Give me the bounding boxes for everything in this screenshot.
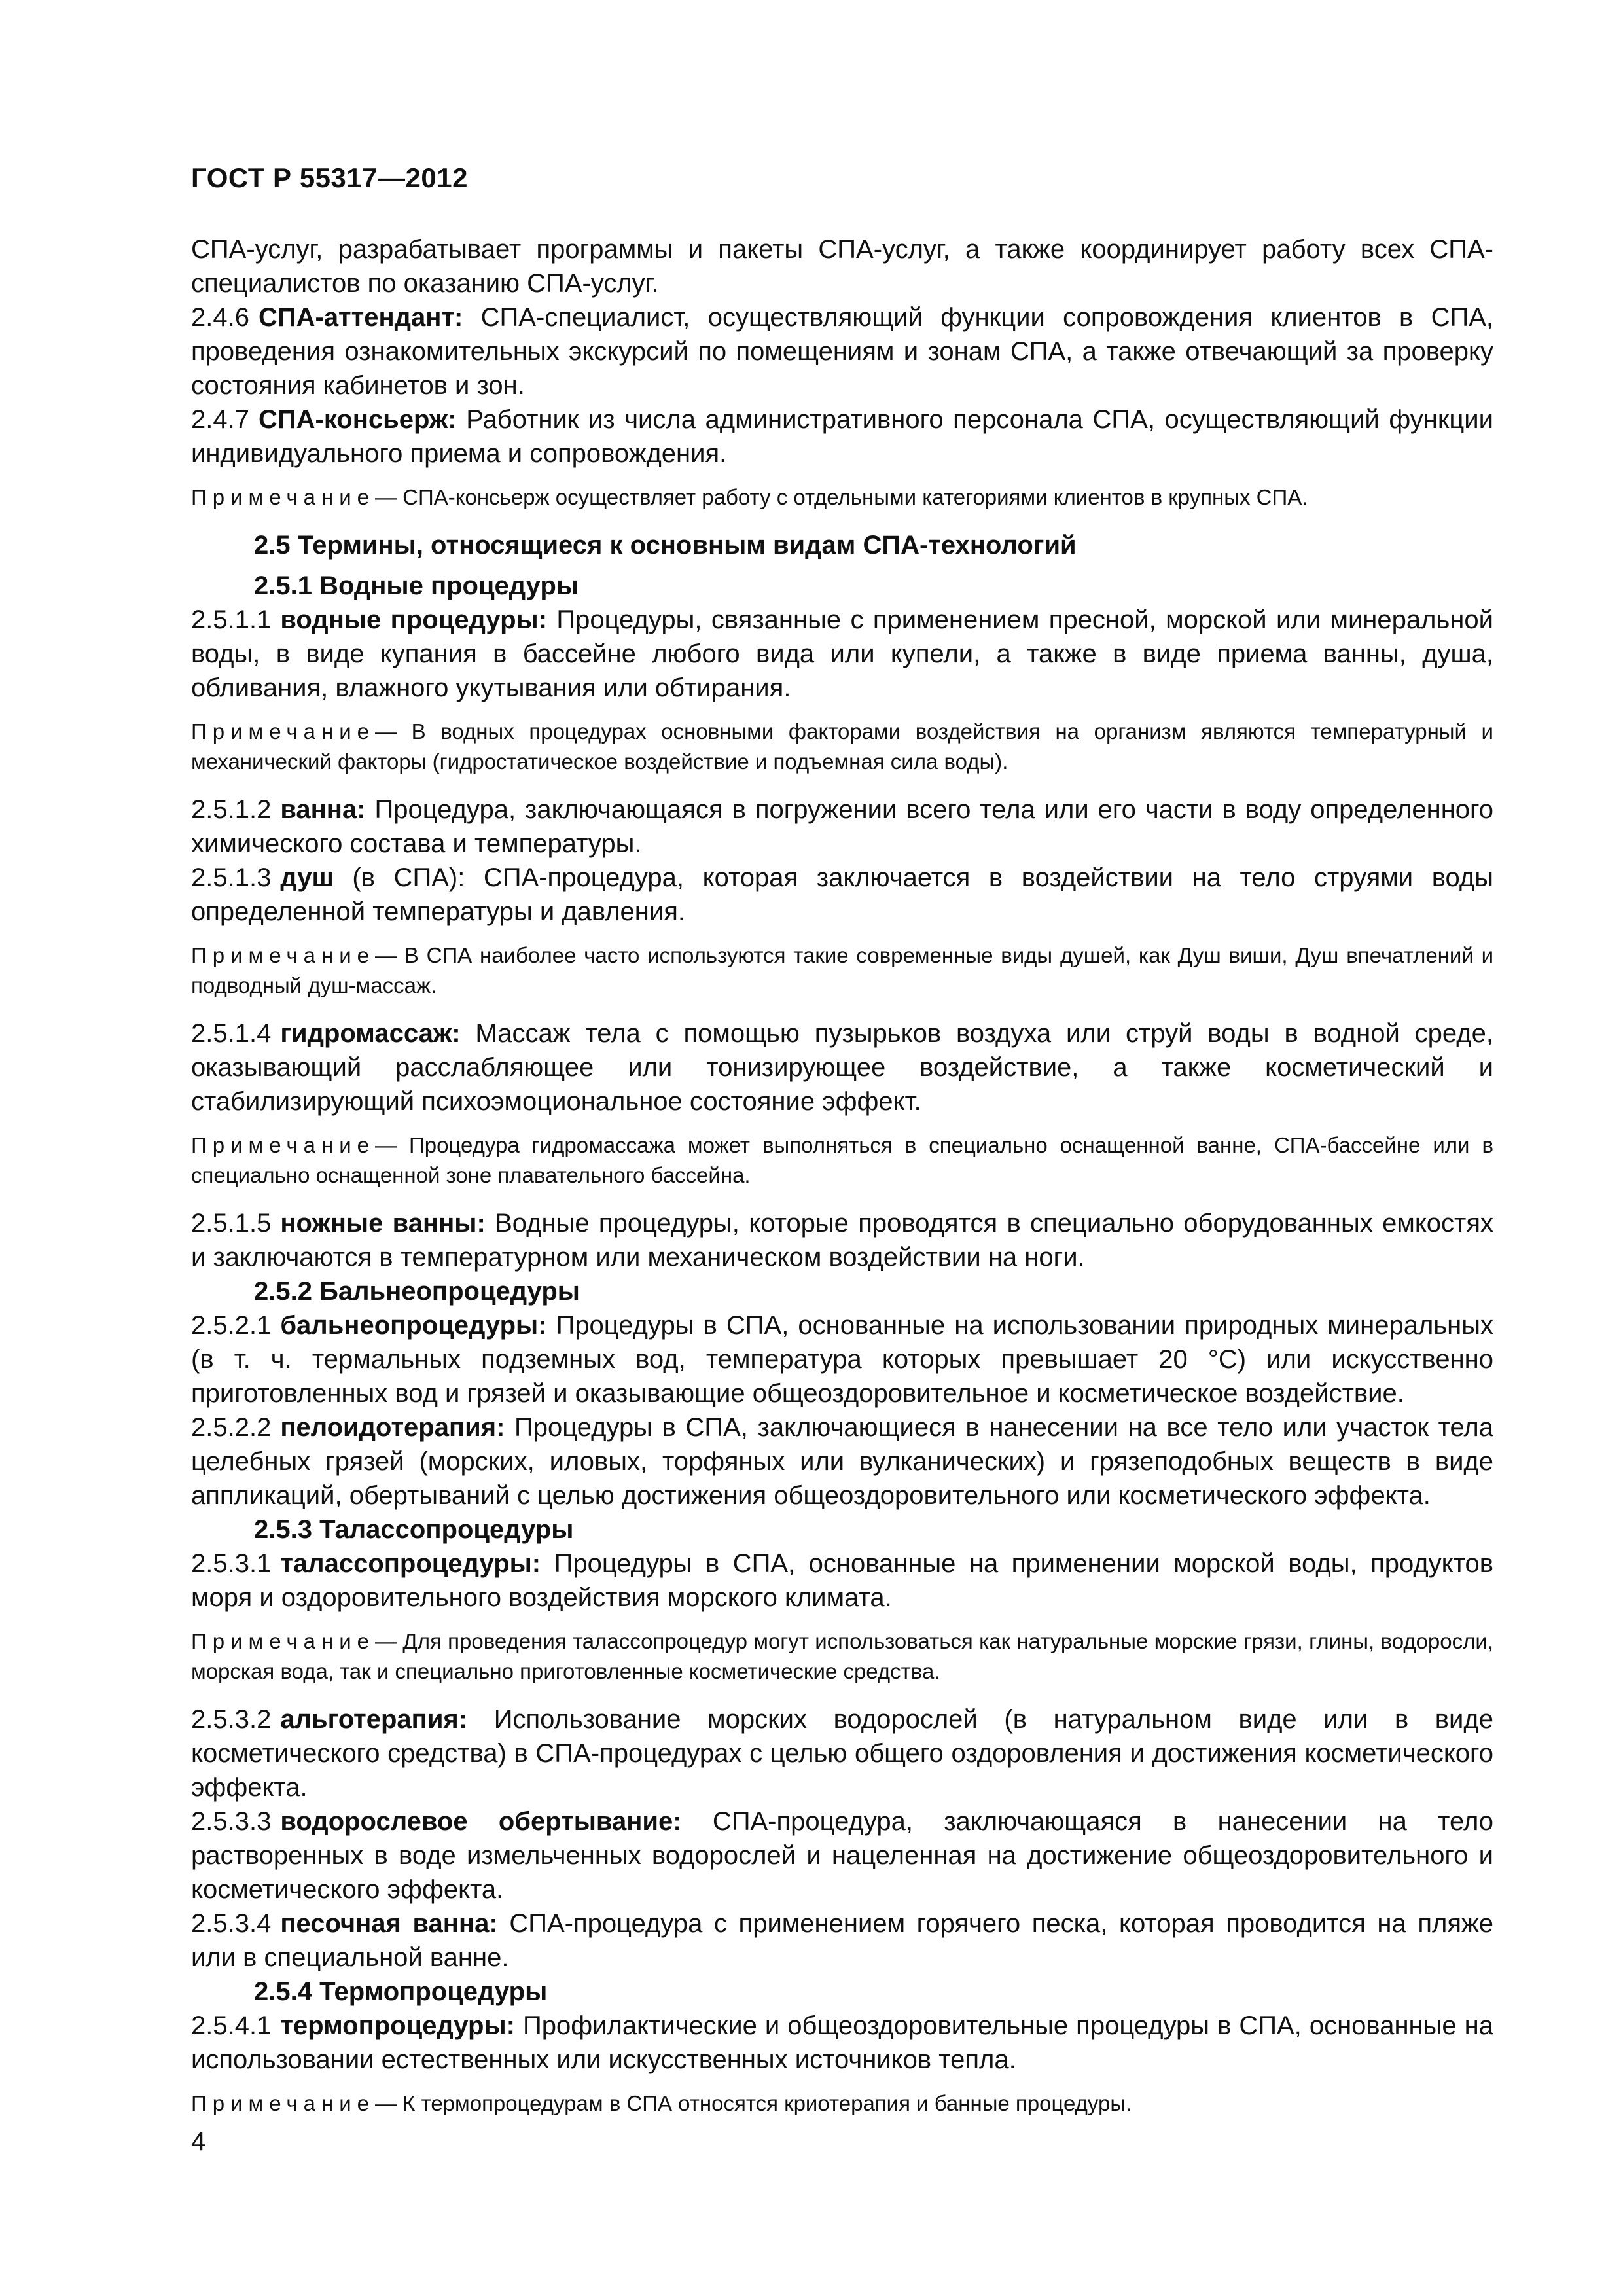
note-text: — Процедура гидромассажа может выполняться в специально оснащенной ванне, СПА-бассейне или в специально оснащенной зоне плавательного бассейна. — [191, 1133, 1493, 1187]
note-6 — [191, 2089, 1493, 2119]
paragraph-2-5-1-5 — [191, 1206, 1493, 1274]
paragraph-2-5-4-1 — [191, 2009, 1493, 2077]
note-label: Примечание — [191, 719, 376, 744]
term: бальнеопроцедуры: — [280, 1311, 547, 1340]
section-heading-2-5-1: 2.5.1 Водные процедуры — [254, 571, 579, 600]
note-label: Примечание — [191, 2091, 376, 2115]
clause-number: 2.5.3.2 — [191, 1705, 272, 1734]
paragraph-2-5-1-2 — [191, 793, 1493, 861]
section-heading-2-5-4: 2.5.4 Термопроцедуры — [254, 1977, 548, 2006]
paragraph-intro: СПА-услуг, разрабатывает программы и пакеты СПА-услуг, а также координирует работу всех СПА-специалистов по оказанию СПА-услуг. — [191, 235, 1493, 298]
clause-number: 2.5.3.3 — [191, 1807, 272, 1836]
definition: Процедуры в СПА, заключающиеся в нанесении на все тело или участок тела целебных грязей (морских, иловых, торфяных или вулканических) и грязеподобных веществ в виде аппликаций, обертываний с целью достижения общеоздоровительного или косметического эффекта. — [191, 1413, 1493, 1510]
note-text: — СПА-консьерж осуществляет работу с отдельными категориями клиентов в крупных СПА. — [375, 485, 1308, 509]
document-code: ГОСТ Р 55317—2012 — [191, 162, 468, 193]
definition: Процедуры в СПА, основанные на применении морской воды, продуктов моря и оздоровительного воздействия морского климата. — [191, 1549, 1493, 1612]
paragraph-2-5-1-4 — [191, 1016, 1493, 1119]
section-heading-2-5: 2.5 Термины, относящиеся к основным видам СПА-технологий — [254, 531, 1077, 560]
note-label: Примечание — [191, 1133, 376, 1157]
term: термопроцедуры: — [280, 2011, 515, 2040]
paragraph-2-4-6 — [191, 300, 1493, 403]
definition: Процедуры в СПА, основанные на использовании природных минеральных (в т. ч. термальных подземных вод, температура которых превышает 20 °С) или искусственно приготовленных вод и грязей и оказывающие общеоздоровительное и косметическое воздействие. — [191, 1311, 1493, 1408]
definition: Работник из числа административного персонала СПА, осуществляющий функции индивидуального приема и сопровождения. — [191, 405, 1493, 468]
term: альготерапия: — [280, 1705, 468, 1734]
term: песочная ванна: — [280, 1909, 498, 1938]
definition: СПА-специалист, осуществляющий функции сопровождения клиентов в СПА, проведения ознакомительных экскурсий по помещениям и зонам СПА, а также отвечающий за проверку состояния кабинетов и зон. — [191, 303, 1493, 400]
note-1 — [191, 482, 1493, 512]
clause-number: 2.4.6 — [191, 303, 249, 332]
note-text: — В водных процедурах основными факторами воздействия на организм являются температурный и механический факторы (гидростатическое воздействие и подъемная сила воды). — [191, 719, 1493, 774]
paragraph-2-5-2-2 — [191, 1410, 1493, 1513]
term: талассопроцедуры: — [280, 1549, 541, 1578]
term: водные процедуры: — [280, 605, 548, 634]
note-label: Примечание — [191, 485, 376, 509]
term: СПА-аттендант: — [258, 303, 463, 332]
clause-number: 2.5.3.4 — [191, 1909, 272, 1938]
paragraph-2-5-1-1 — [191, 603, 1493, 705]
page-number: 4 — [191, 2127, 206, 2156]
note-5 — [191, 1626, 1493, 1687]
definition: (в СПА): СПА-процедура, которая заключается в воздействии на тело струями воды определенной температуры и давления. — [191, 863, 1493, 926]
definition: Использование морских водорослей (в натуральном виде или в виде косметического средства) в СПА-процедурах с целью общего оздоровления и достижения косметического эффекта. — [191, 1705, 1493, 1802]
note-text: — Для проведения талассопроцедур могут использоваться как натуральные морские грязи, глины, водоросли, морская вода, так и специально приготовленные косметические средства. — [191, 1629, 1493, 1683]
term: водорослевое обертывание: — [280, 1807, 682, 1836]
clause-number: 2.5.1.3 — [191, 863, 272, 892]
paragraph-2-5-3-2 — [191, 1702, 1493, 1804]
term: ванна: — [280, 795, 366, 824]
clause-number: 2.5.4.1 — [191, 2011, 272, 2040]
paragraph-2-5-3-1 — [191, 1547, 1493, 1615]
note-4 — [191, 1130, 1493, 1191]
definition: Процедура, заключающаяся в погружении всего тела или его части в воду определенного химического состава и температуры. — [191, 795, 1493, 858]
note-text: — В СПА наиболее часто используются такие современные виды душей, как Душ виши, Душ впечатлений и подводный душ-массаж. — [191, 943, 1493, 997]
clause-number: 2.5.1.4 — [191, 1019, 272, 1048]
note-text: — К термопроцедурам в СПА относятся криотерапия и банные процедуры. — [375, 2091, 1132, 2115]
note-label: Примечание — [191, 943, 376, 967]
definition: Водные процедуры, которые проводятся в специально оборудованных емкостях и заключаются в температурном или механическом воздействии на ноги. — [191, 1209, 1493, 1272]
section-heading-2-5-3: 2.5.3 Талассопроцедуры — [254, 1515, 574, 1544]
paragraph-2-5-2-1 — [191, 1308, 1493, 1410]
clause-number: 2.5.1.1 — [191, 605, 272, 634]
paragraph-2-5-3-3 — [191, 1804, 1493, 1907]
definition: Процедуры, связанные с применением пресной, морской или минеральной воды, в виде купания в бассейне любого вида или купели, а также в виде приема ванны, душа, обливания, влажного укутывания или обтирания. — [191, 605, 1493, 702]
section-heading-2-5-2: 2.5.2 Бальнеопроцедуры — [254, 1277, 580, 1306]
paragraph-2-4-7 — [191, 403, 1493, 471]
definition: Профилактические и общеоздоровительные процедуры в СПА, основанные на использовании естественных или искусственных источников тепла. — [191, 2011, 1493, 2074]
note-2 — [191, 717, 1493, 777]
term: ножные ванны: — [280, 1209, 486, 1238]
clause-number: 2.5.1.2 — [191, 795, 272, 824]
term: душ — [280, 863, 334, 892]
term: гидромассаж: — [280, 1019, 461, 1048]
document-body — [191, 232, 1493, 2134]
definition: СПА-процедура с применением горячего песка, которая проводится на пляже или в специальной ванне. — [191, 1909, 1494, 1972]
clause-number: 2.5.2.2 — [191, 1413, 272, 1442]
clause-number: 2.4.7 — [191, 405, 249, 434]
clause-number: 2.5.2.1 — [191, 1311, 272, 1340]
term: СПА-консьерж: — [258, 405, 457, 434]
definition: Массаж тела с помощью пузырьков воздуха или струй воды в водной среде, оказывающий расслабляющее или тонизирующее воздействие, а также косметический и стабилизирующий психоэмоциональное состояние эффект. — [191, 1019, 1493, 1116]
paragraph-2-5-3-4 — [191, 1907, 1493, 1975]
clause-number: 2.5.1.5 — [191, 1209, 272, 1238]
term: пелоидотерапия: — [280, 1413, 505, 1442]
clause-number: 2.5.3.1 — [191, 1549, 272, 1578]
definition: СПА-процедура, заключающаяся в нанесении на тело растворенных в воде измельченных водорослей и нацеленная на достижение общеоздоровительного и косметического эффекта. — [191, 1807, 1493, 1904]
note-label: Примечание — [191, 1629, 376, 1653]
note-3 — [191, 941, 1493, 1001]
paragraph-2-5-1-3 — [191, 861, 1493, 929]
